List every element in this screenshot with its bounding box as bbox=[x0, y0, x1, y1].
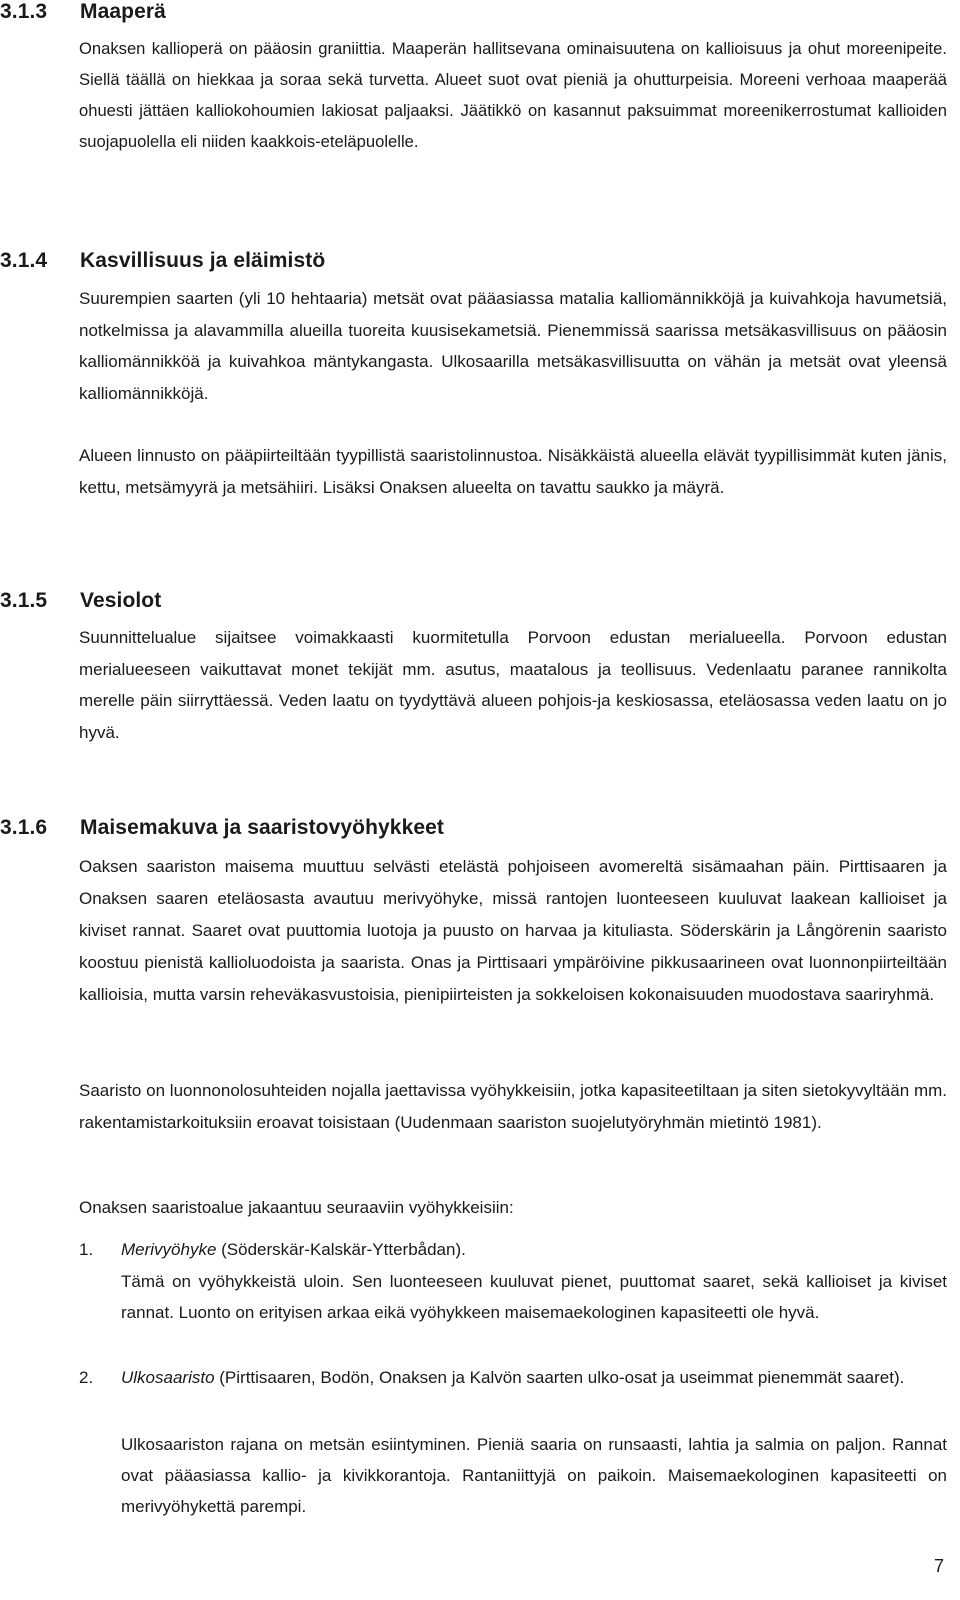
heading-maisemakuva bbox=[0, 816, 444, 840]
zone-name: Ulkosaaristo bbox=[121, 1368, 215, 1387]
heading-number: 3.1.4 bbox=[0, 249, 48, 272]
paragraph-maisema: Oaksen saariston maisema muuttuu selvästi etelästä pohjoiseen avomereltä sisämaahan päin. Pirttisaaren ja Onaksen saaren eteläosasta avautuu merivyöhyke, missä rantojen luonteeseen kuuluvat laakean kallioiset ja kiviset rannat. Saaret ovat puuttomia luotoja ja puusto on harvaa ja kituliasta. Söderskärin ja Långörenin saaristo koostuu pienistä kallioluodoista ja saarista. Onas ja Pirttisaari ympäröivine pikkusaarineen ovat luonnonpiirteiltään kallioisia, mutta varsin reheväkasvustoisia, pienipiirteisten ja sokkeloisen kokonaisuuden muodostava saariryhmä. bbox=[79, 857, 947, 1004]
heading-number: 3.1.3 bbox=[0, 0, 48, 23]
list-number: 2. bbox=[79, 1368, 94, 1387]
heading-kasvillisuus bbox=[0, 249, 325, 273]
heading-title: Vesiolot bbox=[80, 589, 162, 612]
zone-extent: (Söderskär-Kalskär-Ytterbådan). bbox=[216, 1240, 466, 1259]
heading-number: 3.1.6 bbox=[0, 816, 48, 839]
heading-title: Kasvillisuus ja eläimistö bbox=[80, 249, 326, 272]
list-title bbox=[121, 1362, 947, 1394]
heading-title: Maaperä bbox=[80, 0, 166, 23]
list-description: Ulkosaariston rajana on metsän esiintyminen. Pieniä saaria on runsaasti, lahtia ja salmia on paljon. Rannat ovat pääasiassa kallio- ja kivikkorantoja. Rantaniittyjä on paikoin. Maisemaekologinen kapasiteetti on merivyöhykettä parempi. bbox=[121, 1435, 947, 1516]
list-item bbox=[79, 1234, 947, 1266]
heading-vesiolot bbox=[0, 589, 161, 613]
paragraph-maapera: Onaksen kallioperä on pääosin graniittia. Maaperän hallitsevana ominaisuutena on kallioisuus ja ohut moreenipeite. Siellä täällä on hiekkaa ja soraa sekä turvetta. Alueet suot ovat pieniä ja ohutturpeisia. Moreeni verhoaa maaperää ohuesti jättäen kalliokohoumien lakiosat paljaaksi. Jäätikkö on kasannut paksuimmat moreenikerrostumat kallioiden suojapuolella eli niiden kaakkois-eteläpuolelle. bbox=[79, 39, 947, 151]
heading-title: Maisemakuva ja saaristovyöhykkeet bbox=[80, 816, 445, 839]
paragraph-vesiolot: Suunnittelualue sijaitsee voimakkaasti kuormitetulla Porvoon edustan merialueella. Porvoon edustan merialueeseen vaikuttavat monet tekijät mm. asutus, maatalous ja teollisuus. Vedenlaatu paranee rannikolta merelle päin siirryttäessä. Veden laatu on tyydyttävä alueen pohjois-ja keskiosassa, eteläosassa veden laatu on jo hyvä. bbox=[79, 628, 947, 742]
zone-extent: (Pirttisaaren, Bodön, Onaksen ja Kalvön saarten ulko-osat ja useimmat pienemmät saaret). bbox=[214, 1368, 905, 1387]
list-item bbox=[79, 1362, 947, 1426]
paragraph-elaimisto: Alueen linnusto on pääpiirteiltään tyypillistä saaristolinnustoa. Nisäkkäistä alueella elävät tyypillisimmät kuten jänis, kettu, metsämyyrä ja metsähiiri. Lisäksi Onaksen alueelta on tavattu saukko ja mäyrä. bbox=[79, 446, 947, 497]
paragraph-kasvillisuus: Suurempien saarten (yli 10 hehtaaria) metsät ovat pääasiassa matalia kalliomännikköjä ja kuivahkoja havumetsiä, notkelmissa ja alavammilla alueilla tuoreita kuusisekametsiä. Pienemmissä saarissa metsäkasvillisuus on pääosin kalliomännikköä ja kuivahkoa mäntykangasta. Ulkosaarilla metsäkasvillisuutta on vähän ja metsät ovat yleensä kalliomännikköjä. bbox=[79, 289, 947, 403]
heading-number: 3.1.5 bbox=[0, 589, 48, 612]
zone-name: Merivyöhyke bbox=[121, 1240, 217, 1259]
list-title bbox=[121, 1234, 466, 1266]
list-number: 1. bbox=[79, 1240, 94, 1259]
heading-maapera bbox=[0, 0, 166, 24]
page-number: 7 bbox=[933, 1556, 944, 1576]
list-description: Tämä on vyöhykkeistä uloin. Sen luonteeseen kuuluvat pienet, puuttomat saaret, sekä kallioiset ja kiviset rannat. Luonto on erityisen arkaa eikä vyöhykkeen maisemaekologinen kapasiteetti ole hyvä. bbox=[121, 1272, 947, 1322]
paragraph-jakaantuu: Onaksen saaristoalue jakaantuu seuraaviin vyöhykkeisiin: bbox=[79, 1198, 514, 1217]
paragraph-vyohykkeet: Saaristo on luonnonolosuhteiden nojalla jaettavissa vyöhykkeisiin, jotka kapasiteetiltaan ja siten sietokyvyltään mm. rakentamistarkoituksiin eroavat toisistaan (Uudenmaan saariston suojelutyöryhmän mietintö 1981). bbox=[79, 1081, 947, 1132]
